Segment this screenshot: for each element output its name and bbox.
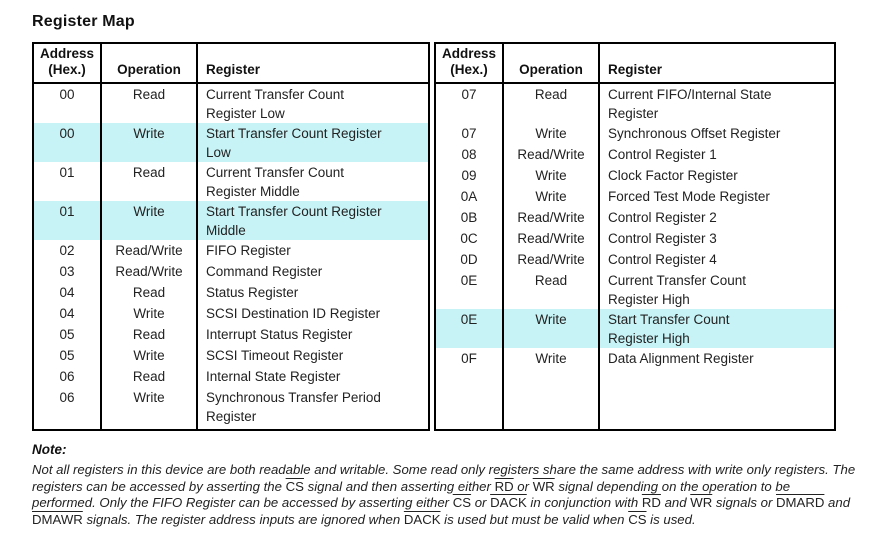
address-cell: 04 [59, 306, 75, 321]
signal-name: $\overline{WR}$ [532, 478, 555, 494]
register-table-right [434, 42, 836, 431]
note-text: is used but must be valid when [440, 511, 629, 527]
operation-cell: Read/Write [503, 228, 599, 249]
register-row [33, 303, 429, 324]
signal-name: $\overline{CS}$ [285, 478, 304, 494]
address-cell: 0E [435, 309, 503, 348]
note-text: or [513, 478, 533, 494]
operation-cell: Write [503, 123, 599, 144]
register-row [435, 165, 835, 186]
signal-name: $\overline{WR}$ [690, 495, 713, 510]
note-text: and [660, 495, 691, 510]
address-cell: 02 [59, 243, 75, 258]
note-text: and [824, 495, 851, 510]
address-cell: 06 [59, 390, 75, 405]
register-cell: SCSI Destination ID Register [197, 303, 429, 324]
address-cell: 04 [59, 285, 75, 300]
register-cell: Current Transfer Count Register High [599, 270, 835, 309]
signal-name: DACK [403, 511, 441, 527]
address-cell: 0A [460, 189, 478, 204]
note-text: signal depending on the operation to be performed. Only the FIFO Register can be accessed by asserting either [32, 478, 791, 510]
register-row [435, 207, 835, 228]
register-cell: Status Register [197, 282, 429, 303]
register-cell: Current Transfer Count Register Middle [197, 162, 429, 201]
register-cell: Command Register [197, 261, 429, 282]
register-cell: Start Transfer Count Register Middle [197, 201, 429, 240]
column-header-address: Address (Hex.) [33, 43, 101, 83]
signal-name: $\overline{RD}$ [494, 478, 514, 494]
address-cell: 0E [460, 273, 478, 288]
register-cell: Current FIFO/Internal State Register [599, 83, 835, 123]
operation-cell: Read/Write [503, 207, 599, 228]
register-row [33, 324, 429, 345]
address-cell: 06 [59, 369, 75, 384]
address-cell: 03 [59, 264, 75, 279]
register-row [33, 366, 429, 387]
register-row [33, 162, 429, 201]
operation-cell: Write [101, 303, 197, 324]
signal-name: $\overline{CS}$ [628, 511, 647, 527]
operation-cell: Read/Write [101, 240, 197, 261]
address-cell: 05 [59, 327, 75, 342]
empty-filler-row [33, 426, 429, 430]
operation-cell: Read/Write [503, 144, 599, 165]
register-row [435, 144, 835, 165]
operation-cell: Write [101, 345, 197, 366]
column-header-operation: Operation [503, 43, 599, 83]
note-body [32, 462, 856, 528]
note-text: or [471, 495, 491, 510]
operation-cell: Write [503, 186, 599, 207]
page-title: Register Map [32, 13, 135, 30]
column-header-register: Register [599, 43, 835, 83]
register-cell: Control Register 2 [599, 207, 835, 228]
signal-name: DMAWR [32, 511, 83, 527]
address-cell: 0C [460, 231, 478, 246]
register-cell: FIFO Register [197, 240, 429, 261]
operation-cell: Read [503, 270, 599, 309]
register-cell: Synchronous Transfer Period Register [197, 387, 429, 426]
register-row [33, 240, 429, 261]
note-section [32, 442, 856, 528]
signal-name: DACK [490, 495, 527, 510]
operation-cell: Write [503, 165, 599, 186]
note-text: in conjunction with [526, 495, 642, 510]
register-row [435, 348, 835, 369]
register-row [435, 249, 835, 270]
address-cell: 07 [461, 87, 477, 102]
address-cell: 00 [33, 123, 101, 162]
register-row [435, 309, 835, 348]
register-cell: Current Transfer Count Register Low [197, 83, 429, 123]
operation-cell: Read [101, 83, 197, 123]
empty-filler-row [435, 369, 835, 430]
register-row [33, 123, 429, 162]
column-header-address: Address (Hex.) [435, 43, 503, 83]
register-row [33, 345, 429, 366]
register-row [435, 186, 835, 207]
note-text: signal and then asserting either [303, 478, 495, 494]
operation-cell: Read/Write [101, 261, 197, 282]
register-cell: Interrupt Status Register [197, 324, 429, 345]
address-cell: 07 [461, 126, 477, 141]
table-header-row [33, 43, 429, 83]
operation-cell: Read [101, 282, 197, 303]
register-row [435, 123, 835, 144]
note-text: signals. The register address inputs are ignored when [82, 511, 404, 527]
note-text: is used. [646, 511, 696, 527]
register-row [33, 387, 429, 426]
address-cell: 01 [59, 165, 75, 180]
register-row [33, 83, 429, 123]
operation-cell: Write [101, 201, 197, 240]
register-cell: Control Register 4 [599, 249, 835, 270]
signal-name: $\overline{CS}$ [452, 495, 472, 510]
operation-cell: Read [101, 366, 197, 387]
address-cell: 00 [59, 87, 75, 102]
operation-cell: Write [101, 123, 197, 162]
operation-cell: Write [503, 348, 599, 369]
column-header-register: Register [197, 43, 429, 83]
column-header-operation: Operation [101, 43, 197, 83]
note-text: signals or [712, 495, 777, 510]
address-cell: 05 [59, 348, 75, 363]
operation-cell: Write [101, 387, 197, 426]
register-cell: Control Register 1 [599, 144, 835, 165]
register-row [435, 270, 835, 309]
address-cell: 01 [33, 201, 101, 240]
register-row [435, 228, 835, 249]
operation-cell: Read [101, 162, 197, 201]
register-row [33, 261, 429, 282]
signal-name: $\overline{RD}$ [641, 495, 661, 510]
signal-name: DMARD [776, 495, 825, 510]
note-heading: Note: [32, 442, 67, 457]
operation-cell: Read/Write [503, 249, 599, 270]
register-cell: Start Transfer Count Register High [599, 309, 835, 348]
register-cell: SCSI Timeout Register [197, 345, 429, 366]
register-cell: Synchronous Offset Register [599, 123, 835, 144]
table-header-row [435, 43, 835, 83]
register-cell: Start Transfer Count Register Low [197, 123, 429, 162]
register-cell: Forced Test Mode Register [599, 186, 835, 207]
note-text: Not all registers in this device are both readable and writable. Some read only registers share the same address with write only registers. The registers can be accessed by asserting the [32, 462, 856, 494]
address-cell: 0B [460, 210, 478, 225]
register-table-left [32, 42, 430, 431]
register-row [435, 83, 835, 123]
operation-cell: Read [503, 83, 599, 123]
operation-cell: Read [101, 324, 197, 345]
register-cell: Control Register 3 [599, 228, 835, 249]
address-cell: 08 [461, 147, 477, 162]
register-cell: Internal State Register [197, 366, 429, 387]
register-map-tables [32, 42, 856, 431]
operation-cell: Write [503, 309, 599, 348]
register-cell: Data Alignment Register [599, 348, 835, 369]
address-cell: 09 [461, 168, 477, 183]
address-cell: 0D [460, 252, 478, 267]
register-cell: Clock Factor Register [599, 165, 835, 186]
register-row [33, 201, 429, 240]
address-cell: 0F [461, 351, 477, 366]
register-row [33, 282, 429, 303]
